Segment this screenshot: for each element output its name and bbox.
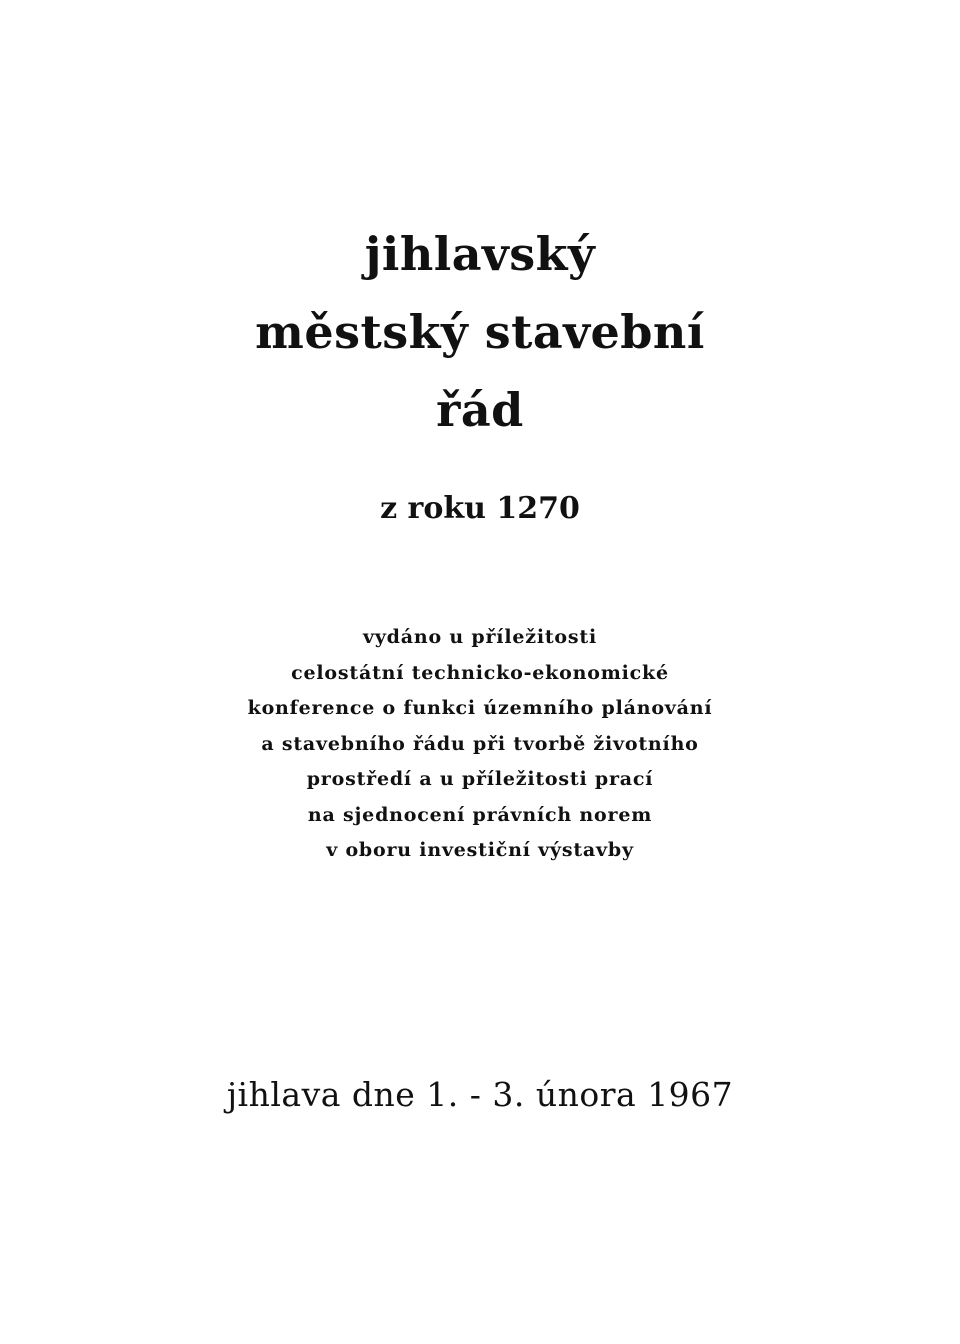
dedication-line-3: konference o funkci územního plánování (247, 697, 713, 719)
dedication-line-5: prostředí a u příležitosti prací (306, 768, 654, 790)
dedication-line-6: na sjednocení právních norem (307, 803, 653, 826)
dedication-line-1: vydáno u příležitosti (363, 626, 597, 648)
dedication-line-7: v oboru investiční výstavby (326, 839, 634, 861)
title-line-2: městský stavební (255, 305, 705, 359)
title-line-3: řád (436, 383, 524, 437)
dedication-line-4: a stavebního řádu při tvorbě životního (261, 732, 699, 755)
document-title (0, 215, 960, 449)
place-and-date: jihlava dne 1. - 3. února 1967 (226, 1075, 734, 1114)
dedication-line-2: celostátní technicko-ekonomické (291, 661, 669, 684)
document-subtitle: z roku 1270 (380, 491, 580, 526)
title-line-1: jihlavský (364, 227, 596, 281)
dedication-text (0, 620, 960, 869)
